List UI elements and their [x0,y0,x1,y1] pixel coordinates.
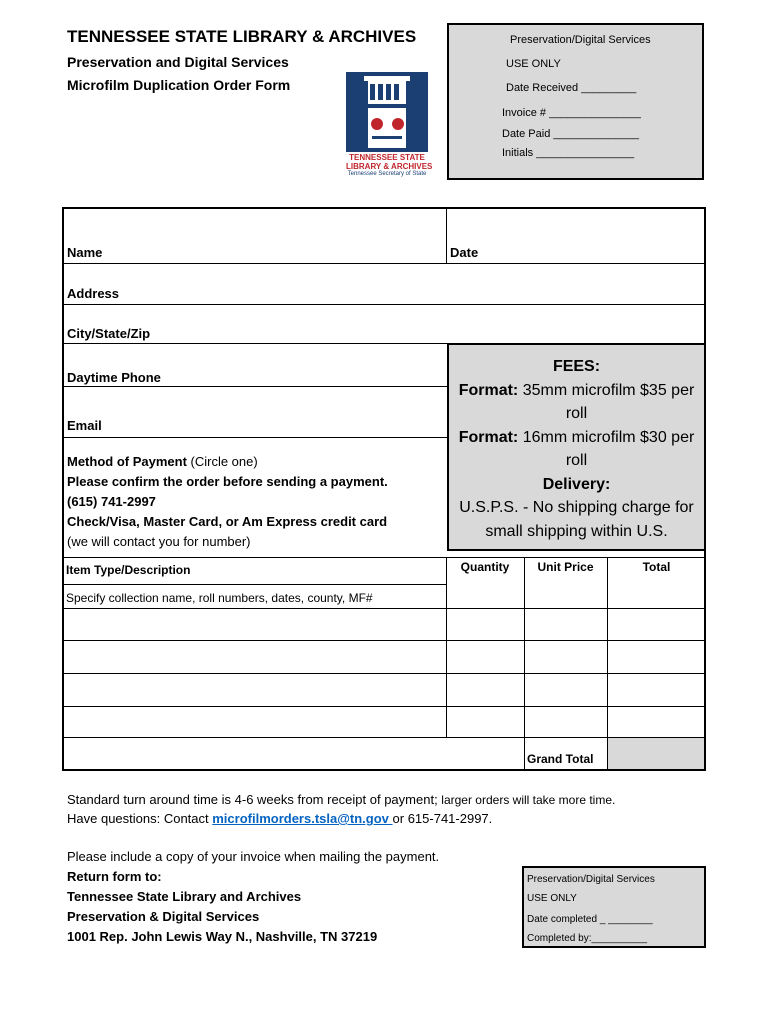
completion-office-box [522,866,706,948]
form-title: TENNESSEE STATE LIBRARY & ARCHIVES [67,27,417,46]
return-address-line1: Tennessee State Library and Archives [67,889,302,904]
office-use-box [447,23,704,180]
date-field[interactable]: Date [450,245,479,260]
email-field[interactable]: Email [67,418,102,433]
daytime-phone-field[interactable]: Daytime Phone [67,370,161,385]
turnaround-note: Standard turn around time is 4-6 weeks from receipt of payment; larger orders will take more time. [67,792,616,807]
questions-line: Have questions: Contact microfilmorders.tsla@tn.gov or 615-741-2997. [67,811,493,826]
form-subtitle: Preservation and Digital Services [67,54,289,70]
grand-total-label: Grand Total [527,752,594,766]
item-type-header: Item Type/Description [66,563,191,577]
date-received-field[interactable]: Date Received _________ [506,82,637,94]
date-paid-field[interactable]: Date Paid ______________ [502,128,640,140]
fees-title: FEES: [552,358,601,375]
logo-text-line3: Tennessee Secretary of State [347,171,427,177]
payment-phone: (615) 741-2997 [67,494,156,509]
item-row-1[interactable] [63,609,446,640]
city-state-zip-field[interactable]: City/State/Zip [67,326,151,341]
library-building-icon [346,72,428,152]
payment-confirm-note: Please confirm the order before sending a payment. [67,474,388,489]
office-box2-title: Preservation/Digital Services [527,874,655,885]
date-completed-field[interactable]: Date completed _ ________ [527,914,653,925]
form-name: Microfilm Duplication Order Form [67,77,291,93]
total-header: Total [642,560,671,574]
quantity-header: Quantity [460,560,510,574]
grand-total-cell[interactable] [608,738,704,769]
unit-price-header: Unit Price [537,560,594,574]
item-row-3[interactable] [63,674,446,706]
invoice-field[interactable]: Invoice # _______________ [502,107,641,119]
logo-text-line2: LIBRARY & ARCHIVES [346,162,433,171]
delivery-label: Delivery: [542,475,611,493]
delivery-note: U.S.P.S. - No shipping charge for small shipping within U.S. [459,499,694,540]
fees-box [447,343,706,551]
initials-field[interactable]: Initials ________________ [502,147,635,159]
return-to-label: Return form to: [67,869,162,884]
contact-email-link[interactable]: microfilmorders.tsla@tn.gov [212,811,393,826]
item-hint: Specify collection name, roll numbers, dates, county, MF# [66,591,373,605]
office-use-only: USE ONLY [506,58,561,70]
office-box2-use-only: USE ONLY [527,893,577,904]
item-row-4[interactable] [63,707,446,737]
office-box-title: Preservation/Digital Services [510,34,651,46]
fee-16mm: Format: 16mm microfilm $30 per roll [458,428,695,469]
address-field[interactable]: Address [67,286,120,301]
payment-methods[interactable]: Check/Visa, Master Card, or Am Express credit card [67,514,388,529]
completed-by-field[interactable]: Completed by:__________ [527,933,648,944]
logo-text-line1: TENNESSEE STATE [349,153,425,162]
name-field[interactable]: Name [67,245,103,260]
payment-method-section [67,452,388,552]
payment-circle-note: (Circle one) [186,454,258,469]
invoice-note: Please include a copy of your invoice when mailing the payment. [67,849,440,864]
return-address-line3: 1001 Rep. John Lewis Way N., Nashville, TN 37219 [67,929,378,944]
tsla-logo [346,72,433,180]
payment-method-label: Method of Payment [67,454,187,469]
fee-35mm: Format: 35mm microfilm $35 per roll [458,381,695,422]
payment-contact-note: (we will contact you for number) [67,534,251,549]
item-row-2[interactable] [63,641,446,673]
return-address-line2: Preservation & Digital Services [67,909,260,924]
